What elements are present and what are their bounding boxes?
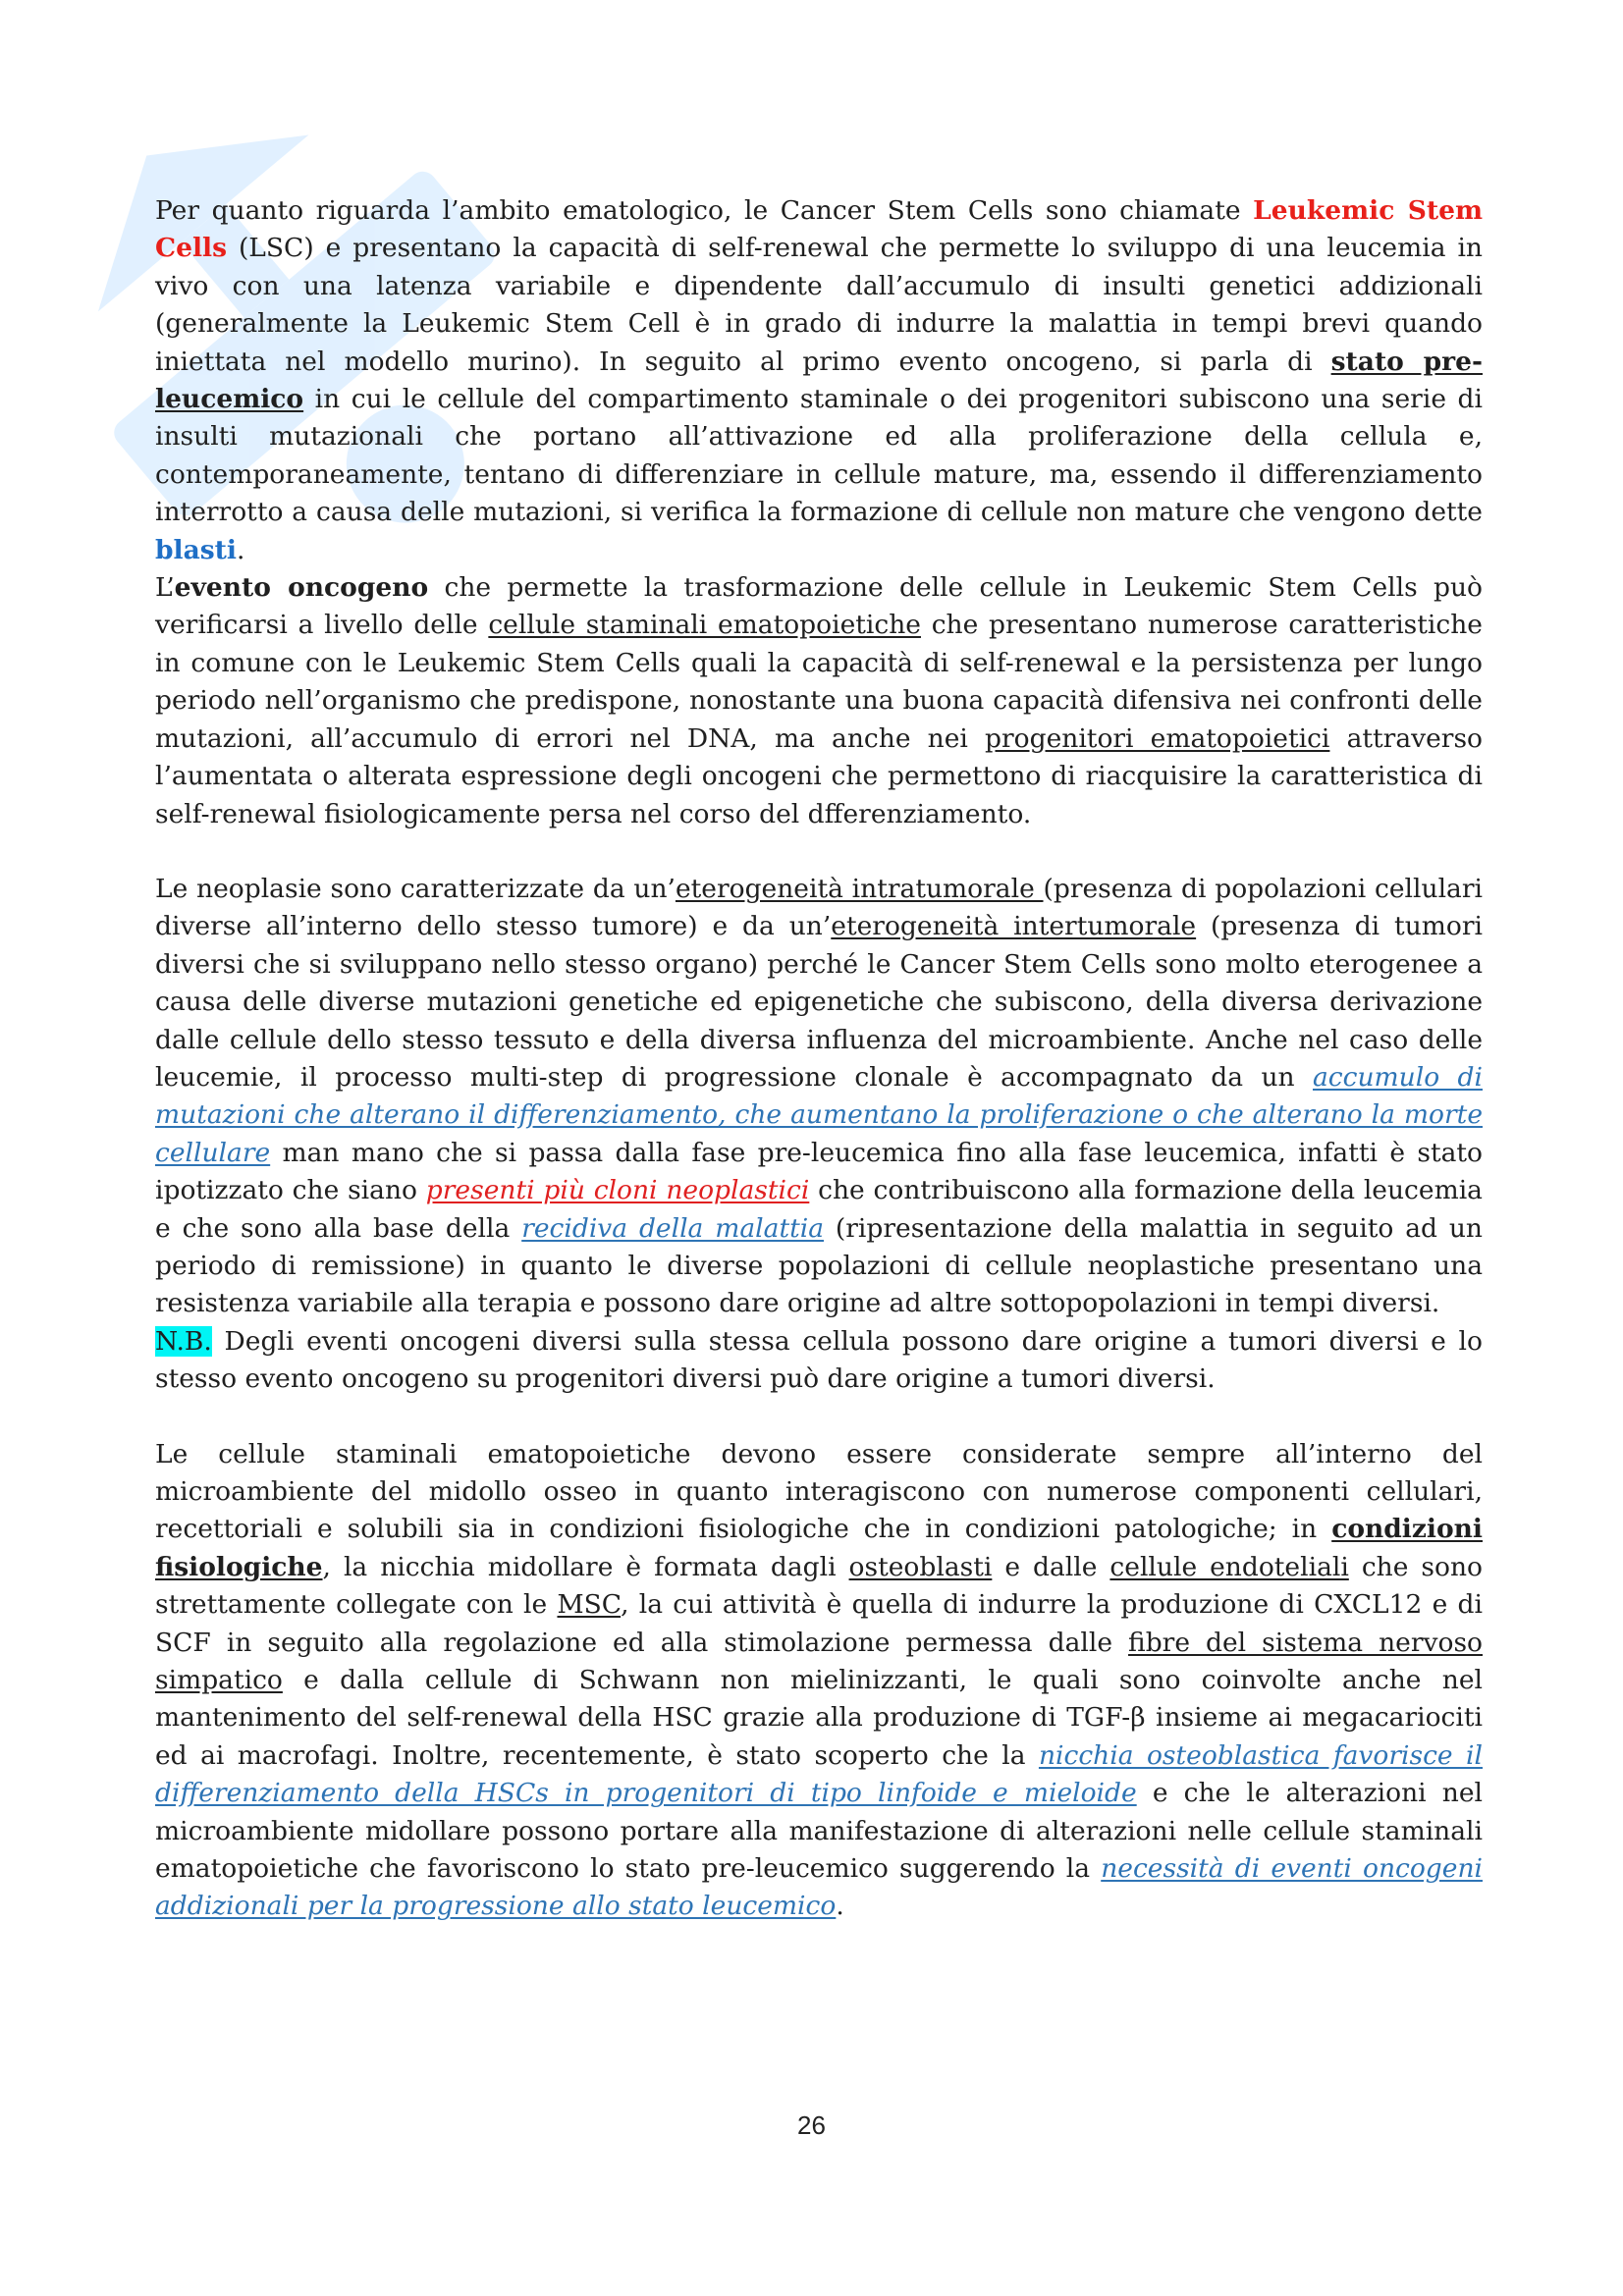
text-span: , la cui attività è quella di indurre la produzione di CXCL12 e di SCF in seguito alla regolazione ed alla stimolazione permessa dalle (155, 1589, 1483, 1658)
link-recidiva-malattia[interactable]: recidiva della malattia (521, 1212, 825, 1244)
page-number: 26 (797, 2110, 826, 2140)
paragraph-gap (155, 833, 1483, 871)
term-cellule-staminali-ematopoietiche: cellule staminali ematopoietiche (488, 610, 921, 641)
text-span: , la nicchia midollare è formata dagli (322, 1551, 849, 1582)
term-msc: MSC (557, 1589, 622, 1621)
text-span: . (237, 534, 245, 565)
text-span: (presenza di tumori diversi che si sviluppano nello stesso organo) perché le Cancer Stem Cells sono molto eterogenee a causa delle diverse mutazioni genetiche ed epigenetiche che subiscono, della diversa derivazione dalle cellule dello stesso tessuto e della diversa influenza del microambiente. Anche nel caso delle leucemie, il processo multi-step di progressione clonale è accompagnato da un (155, 911, 1483, 1093)
term-eterogeneita-intertumorale: eterogeneità intertumorale (831, 911, 1197, 942)
text-span: . (836, 1891, 844, 1922)
paragraph-gap (155, 1399, 1483, 1436)
text-span: in cui le cellule del compartimento staminale o dei progenitori subiscono una serie di insulti mutazionali che portano all’attivazione ed alla proliferazione della cellula e, contemporaneamente, tentano di differenziare in cellule mature, ma, essendo il differenziamento interrotto a causa delle mutazioni, si verifica la formazione di cellule non mature che vengono dette (155, 384, 1483, 528)
link-nicchia-osteoblastica[interactable]: nicchia osteoblastica favorisce il differenziamento della HSCs in progenitori di tipo linfoide e mieloide (155, 1739, 1484, 1809)
text-span: L’ (155, 572, 175, 604)
term-osteoblasti: osteoblasti (848, 1551, 993, 1582)
text-span: (ripresentazione della malattia in seguito ad un periodo di remissione) in quanto le diverse popolazioni di cellule neoplastiche presentano una resistenza variabile alla terapia e possono dare origine ad altre sottopopolazioni in tempi diversi. (155, 1212, 1483, 1319)
text-span: che sono strettamente collegate con le (155, 1551, 1483, 1621)
paragraph-nota-bene (155, 1323, 1483, 1399)
text-span: Le cellule staminali ematopoietiche devono essere considerate sempre all’interno del microambiente del midollo osseo in quanto interagiscono con numerose componenti cellulari, recettoriali e solubili sia in condizioni fisiologiche che in condizioni patologiche; in (155, 1438, 1483, 1545)
term-progenitori-ematopoietici: progenitori ematopoietici (985, 722, 1330, 754)
text-span: e che le alterazioni nel microambiente midollare possono portare alla manifestazione di alterazioni nelle cellule staminali ematopoietiche che favoriscono lo stato pre-leucemico suggerendo la (155, 1778, 1483, 1885)
term-eterogeneita-intratumorale: eterogeneità intratumorale (675, 873, 1044, 904)
text-span: che presentano numerose caratteristiche in comune con le Leukemic Stem Cells quali la capacità di self-renewal e la persistenza per lungo periodo nell’organismo che predispone, nonostante una buona capacità difensiva nei confronti delle mutazioni, all’accumulo di errori nel DNA, ma anche nei (155, 610, 1483, 754)
term-blasti: blasti (155, 534, 237, 565)
nb-highlight: N.B. (155, 1325, 212, 1357)
text-span: Degli eventi oncogeni diversi sulla stessa cellula possono dare origine a tumori diversi e lo stesso evento oncogeno su progenitori diversi può dare origine a tumori diversi. (155, 1325, 1483, 1395)
link-accumulo-mutazioni[interactable]: accumulo di mutazioni che alterano il differenziamento, che aumentano la proliferazione o che alterano la morte cellulare (155, 1061, 1483, 1168)
text-span: attraverso l’aumentata o alterata espressione degli oncogeni che permettono di riacquisire la caratteristica di self-renewal fisiologicamente persa nel corso del dfferenziamento. (155, 722, 1484, 829)
term-fibre-sistema-nervoso: fibre del sistema nervoso simpatico (155, 1627, 1484, 1696)
text-span: che contribuiscono alla formazione della leucemia e che sono alla base della (155, 1175, 1483, 1244)
text-span: Le neoplasie sono caratterizzate da un’ (155, 873, 676, 904)
text-span: che permette la trasformazione delle cellule in Leukemic Stem Cells può verificarsi a livello delle (155, 572, 1483, 641)
link-cloni-neoplastici[interactable]: presenti più cloni neoplastici (425, 1175, 810, 1206)
text-span: (presenza di popolazioni cellulari diverse all’interno dello stesso tumore) e da un’ (155, 873, 1483, 942)
term-leukemic-stem-cells: Leukemic Stem Cells (155, 195, 1483, 264)
text-span: man mano che si passa dalla fase pre-leucemica fino alla fase leucemica, infatti è stato ipotizzato che siano (155, 1137, 1483, 1206)
text-span: Per quanto riguarda l’ambito ematologico, le Cancer Stem Cells sono chiamate (155, 195, 1254, 226)
text-span: e dalle (992, 1551, 1110, 1582)
term-evento-oncogeno: evento oncogeno (174, 572, 429, 604)
term-stato-pre-leucemico: stato pre-leucemico (155, 346, 1483, 415)
link-eventi-oncogeni-addizionali[interactable]: necessità di eventi oncogeni addizionali per la progressione allo stato leucemico (155, 1853, 1483, 1922)
term-cellule-endoteliali: cellule endoteliali (1109, 1551, 1349, 1582)
paragraph-microambiente (155, 1436, 1483, 1926)
paragraph-eterogeneita (155, 871, 1483, 1323)
paragraph-evento-oncogeno (155, 569, 1483, 833)
text-span: e dalla cellule di Schwann non mielinizzanti, le quali sono coinvolte anche nel mantenimento del self-renewal della HSC grazie alla produzione di TGF-β insieme ai megacariociti ed ai macrofagi. Inoltre, recentemente, è stato scoperto che la (155, 1665, 1483, 1771)
term-condizioni-fisiologiche: condizioni fisiologiche (155, 1514, 1483, 1582)
paragraph-leukemic-stem-cells (155, 192, 1483, 569)
page-content (155, 192, 1483, 1926)
text-span: (LSC) e presentano la capacità di self-renewal che permette lo sviluppo di una leucemia in vivo con una latenza variabile e dipendente dall’accumulo di insulti genetici addizionali (generalmente la Leukemic Stem Cell è in grado di indurre la malattia in tempi brevi quando iniettata nel modello murino). In seguito al primo evento oncogeno, si parla di (155, 233, 1483, 377)
